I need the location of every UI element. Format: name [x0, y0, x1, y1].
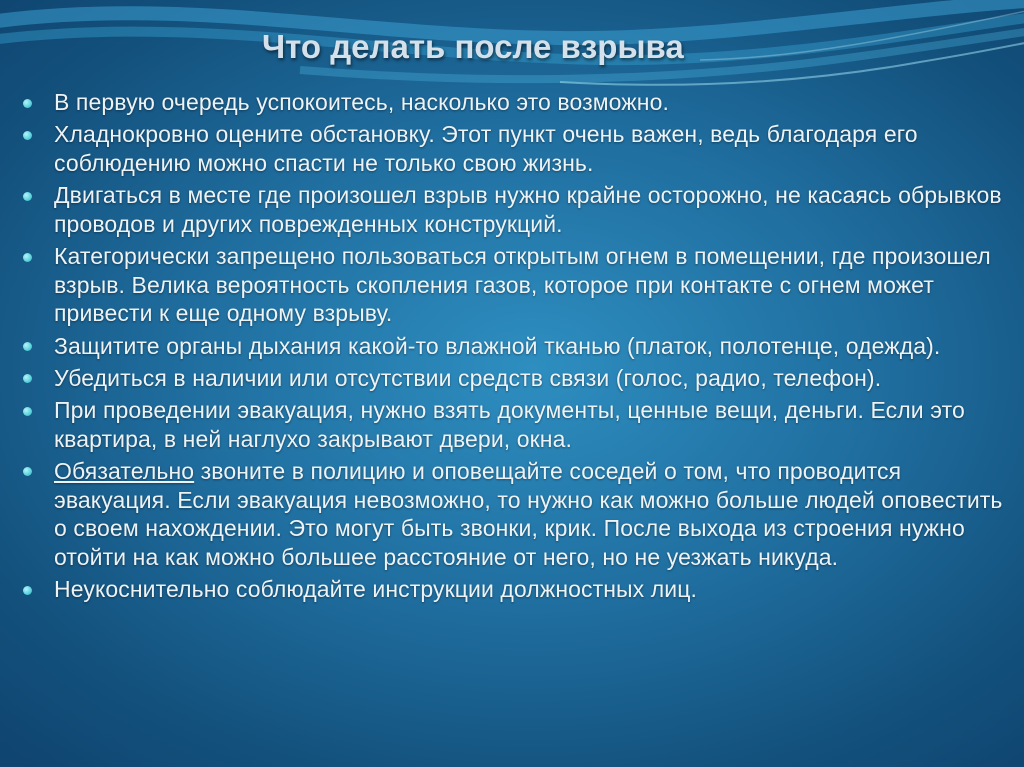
- list-item: [22, 396, 1012, 453]
- bullet-text: В первую очередь успокоитесь, насколько это возможно.: [54, 89, 669, 115]
- list-item: [22, 181, 1012, 238]
- bullet-dot-icon: [23, 407, 32, 416]
- bullet-dot-icon: [23, 374, 32, 383]
- bullet-text: Защитите органы дыхания какой-то влажной тканью (платок, полотенце, одежда).: [54, 332, 941, 359]
- bullet-dot-icon: [23, 131, 32, 140]
- bullet-text: звоните в полицию и оповещайте соседей о том, что проводится эвакуация. Если эвакуация невозможно, то нужно как можно больше людей оповестить о своем нахождении. Это могут быть звонки, крик. После выхода из строения нужно отойти на как можно большее расстояние от него, но не уезжать никуда.: [54, 457, 1003, 571]
- bullet-dot-icon: [23, 253, 32, 262]
- slide-title: Что делать после взрыва: [262, 28, 684, 65]
- bullet-emphasis: Обязательно: [54, 457, 195, 484]
- list-item: [22, 242, 1012, 328]
- bullet-text: Убедиться в наличии или отсутствии средств связи (голос, радио, телефон).: [54, 364, 882, 391]
- list-item: [22, 364, 1012, 393]
- list-item: [22, 575, 1012, 604]
- list-item: [22, 88, 1012, 117]
- bullet-list: [22, 88, 1012, 607]
- list-item: [22, 332, 1012, 361]
- bullet-text: При проведении эвакуация, нужно взять документы, ценные вещи, деньги. Если это квартира, в ней наглухо закрывают двери, окна.: [54, 397, 965, 452]
- bullet-text: Хладнокровно оцените обстановку. Этот пункт очень важен, ведь благодаря его соблюдению можно спасти не только свою жизнь.: [54, 121, 918, 176]
- list-item: [22, 457, 1012, 572]
- bullet-dot-icon: [23, 342, 32, 351]
- bullet-dot-icon: [23, 467, 32, 476]
- bullet-text: Категорически запрещено пользоваться открытым огнем в помещении, где произошел взрыв. Велика вероятность скопления газов, которое при контакте с огнем может привести к еще одному взрыву.: [54, 243, 991, 327]
- bullet-dot-icon: [23, 192, 32, 201]
- bullet-dot-icon: [23, 99, 32, 108]
- bullet-dot-icon: [23, 586, 32, 595]
- list-item: [22, 120, 1012, 177]
- bullet-text: Двигаться в месте где произошел взрыв нужно крайне осторожно, не касаясь обрывков проводов и других поврежденных конструкций.: [54, 182, 1002, 237]
- bullet-text: Неукоснительно соблюдайте инструкции должностных лиц.: [54, 576, 697, 603]
